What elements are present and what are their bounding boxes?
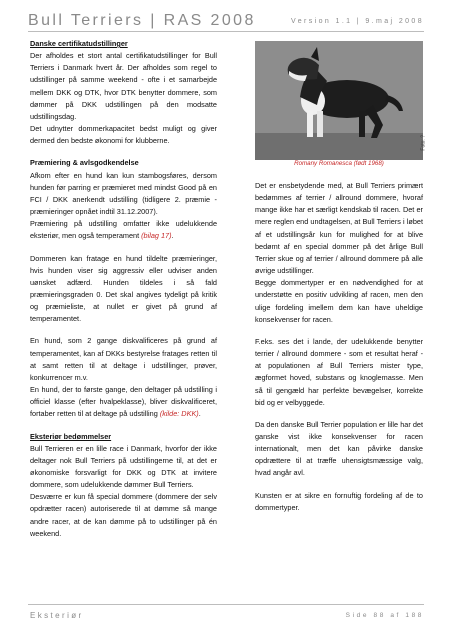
document-title: Bull Terriers | RAS 2008 bbox=[28, 12, 256, 29]
paragraph-shows-intro: Der afholdes et stort antal certifikatudstillinger for Bull Terriers i Danmark hvert år. Der afholdes som regel to udstillinger på samme weekend - ofte i et samarbejde mellem DKK og DTK, hvor DTK benytter dommere, som dømmer på DKK udstillingen på den modsatte udstillingsdag. bbox=[30, 51, 217, 121]
paragraph-allround-judges: Det er ensbetydende med, at Bull Terriers primært bedømmes af terrier / allround dommere, hvoraf mange ikke har et særligt kendskab til racen. Det er mere reglen end undtagelsen, at Bull Terriers i løbet af et udstillingsår kun for mulighed for at blive bedømt af en special dommer på det årlige Bull Terrier skue og af terrier / allround dommere på alle øvrige udstillinger. bbox=[255, 181, 423, 276]
paragraph-danish-population: Da den danske Bull Terrier population er lille har det ganske vist ikke konsekvenser for racen internationalt, men det kan påvirke danske opdrættere til at træffe uhensigtsmæssige valg, hvad angår avl. bbox=[255, 419, 423, 478]
paragraph-disqualification-twice: En hund, som 2 gange diskvalificeres på grund af temperamentet, kan af DKKs bestyrelse fratages retten til at samt retten til at deltage i udstillinger, prøver, konkurrencer m.v. bbox=[30, 336, 217, 382]
paragraph-both-judge-types: Begge dommertyper er en nødvendighed for at understøtte en positiv udvikling af racen, men den ulige fordeling imellem dem kan have uheldige konsekvenser for racen. bbox=[255, 278, 423, 324]
temperament-text: Præmiering på udstilling omfatter ikke udelukkende eksteriør, men også temperament bbox=[30, 219, 217, 241]
heading-conformation-judging: Eksteriør bedømmelser bbox=[30, 431, 112, 441]
paragraph-special-judges: Desværre er kun få special dommere (dommere der selv opdrætter racen) autoriserede til at dømme så mange andre racer, at de kan dømme på to udstillinger på én weekend. bbox=[30, 492, 217, 538]
paragraph-aggression: Dommeren kan fratage en hund tildelte præmieringer, hvis hunden viser sig aggressiv eller udviser anden uønsket adfærd. Hunden tildeles i så fald præmieringsgraden 0. Det skal angives tydeligt på kritik og præmieliste, at nullet er givet på grund af temperamentet. bbox=[30, 253, 217, 324]
paragraph-conclusion: Kunsten er at sikre en fornuftig fordeling af de to dommertyper. bbox=[255, 490, 423, 512]
paragraph-temperament bbox=[30, 218, 217, 242]
paragraph-small-breed: Bull Terrieren er en lille race i Danmark, hvorfor der ikke deltager nok Bull Terriers på udstillingerne til, at det er økonomiske forsvarligt for DKK og DTK at invitere dommere, som udelukkende dømmer Bull Terriers. bbox=[30, 443, 217, 490]
photo-credit: Foto: ? bbox=[421, 135, 427, 151]
footer-rule bbox=[28, 604, 424, 605]
bull-terrier-photo bbox=[255, 41, 427, 160]
disqualification-end: . bbox=[198, 409, 201, 419]
version-label: Version 1.1 | 9.maj 2008 bbox=[291, 18, 424, 25]
appendix-reference: (bilag 17) bbox=[141, 231, 172, 241]
paragraph-judge-capacity: Det udnytter dommerkapacitet bedst muligt og giver dermed den bedste økonomi for klubberne. bbox=[30, 124, 217, 146]
heading-awards-breeding: Præmiering & avlsgodkendelse bbox=[30, 158, 139, 168]
bull-terrier-illustration bbox=[255, 41, 423, 160]
page-number: Side 88 af 188 bbox=[345, 612, 424, 619]
footer-section: Eksteriør bbox=[30, 611, 84, 620]
paragraph-breeding-requirement: Afkom efter en hund kan kun stambogsføres, dersom hunden før parring er præmieret med mindst Good på en FCI / DKK anerkendt udstilling (tidligere 2. præmie - præmieringer opnået indtil 31.12.2007). bbox=[30, 170, 217, 217]
paragraph-disqualification-first bbox=[30, 384, 217, 420]
disqualification-text: En hund, der to første gange, den deltager på udstilling i officiel klasse (efter hvalpeklasse), bliver diskvalificeret, fortaber retten til at deltage på udstilling bbox=[30, 385, 217, 419]
source-reference: (kilde: DKK) bbox=[159, 409, 199, 419]
paragraph-other-countries: F.eks. ses det i lande, der udelukkende benytter terrier / allround dommere - som et resultat heraf - at populationen af Bull Terriers mister type, ægformet hoved, substans og knoglemasse. Men så til gengæld har perfekte bevægelser, korrekte bid og er velbyggede. bbox=[255, 336, 423, 407]
heading-certificate-shows: Danske certifikatudstillinger bbox=[30, 39, 128, 48]
header-rule bbox=[28, 31, 424, 32]
temperament-end: . bbox=[171, 231, 174, 241]
left-column bbox=[30, 38, 217, 540]
right-column bbox=[255, 180, 423, 514]
photo-caption: Romany Romanesca (født 1968) bbox=[294, 160, 384, 167]
